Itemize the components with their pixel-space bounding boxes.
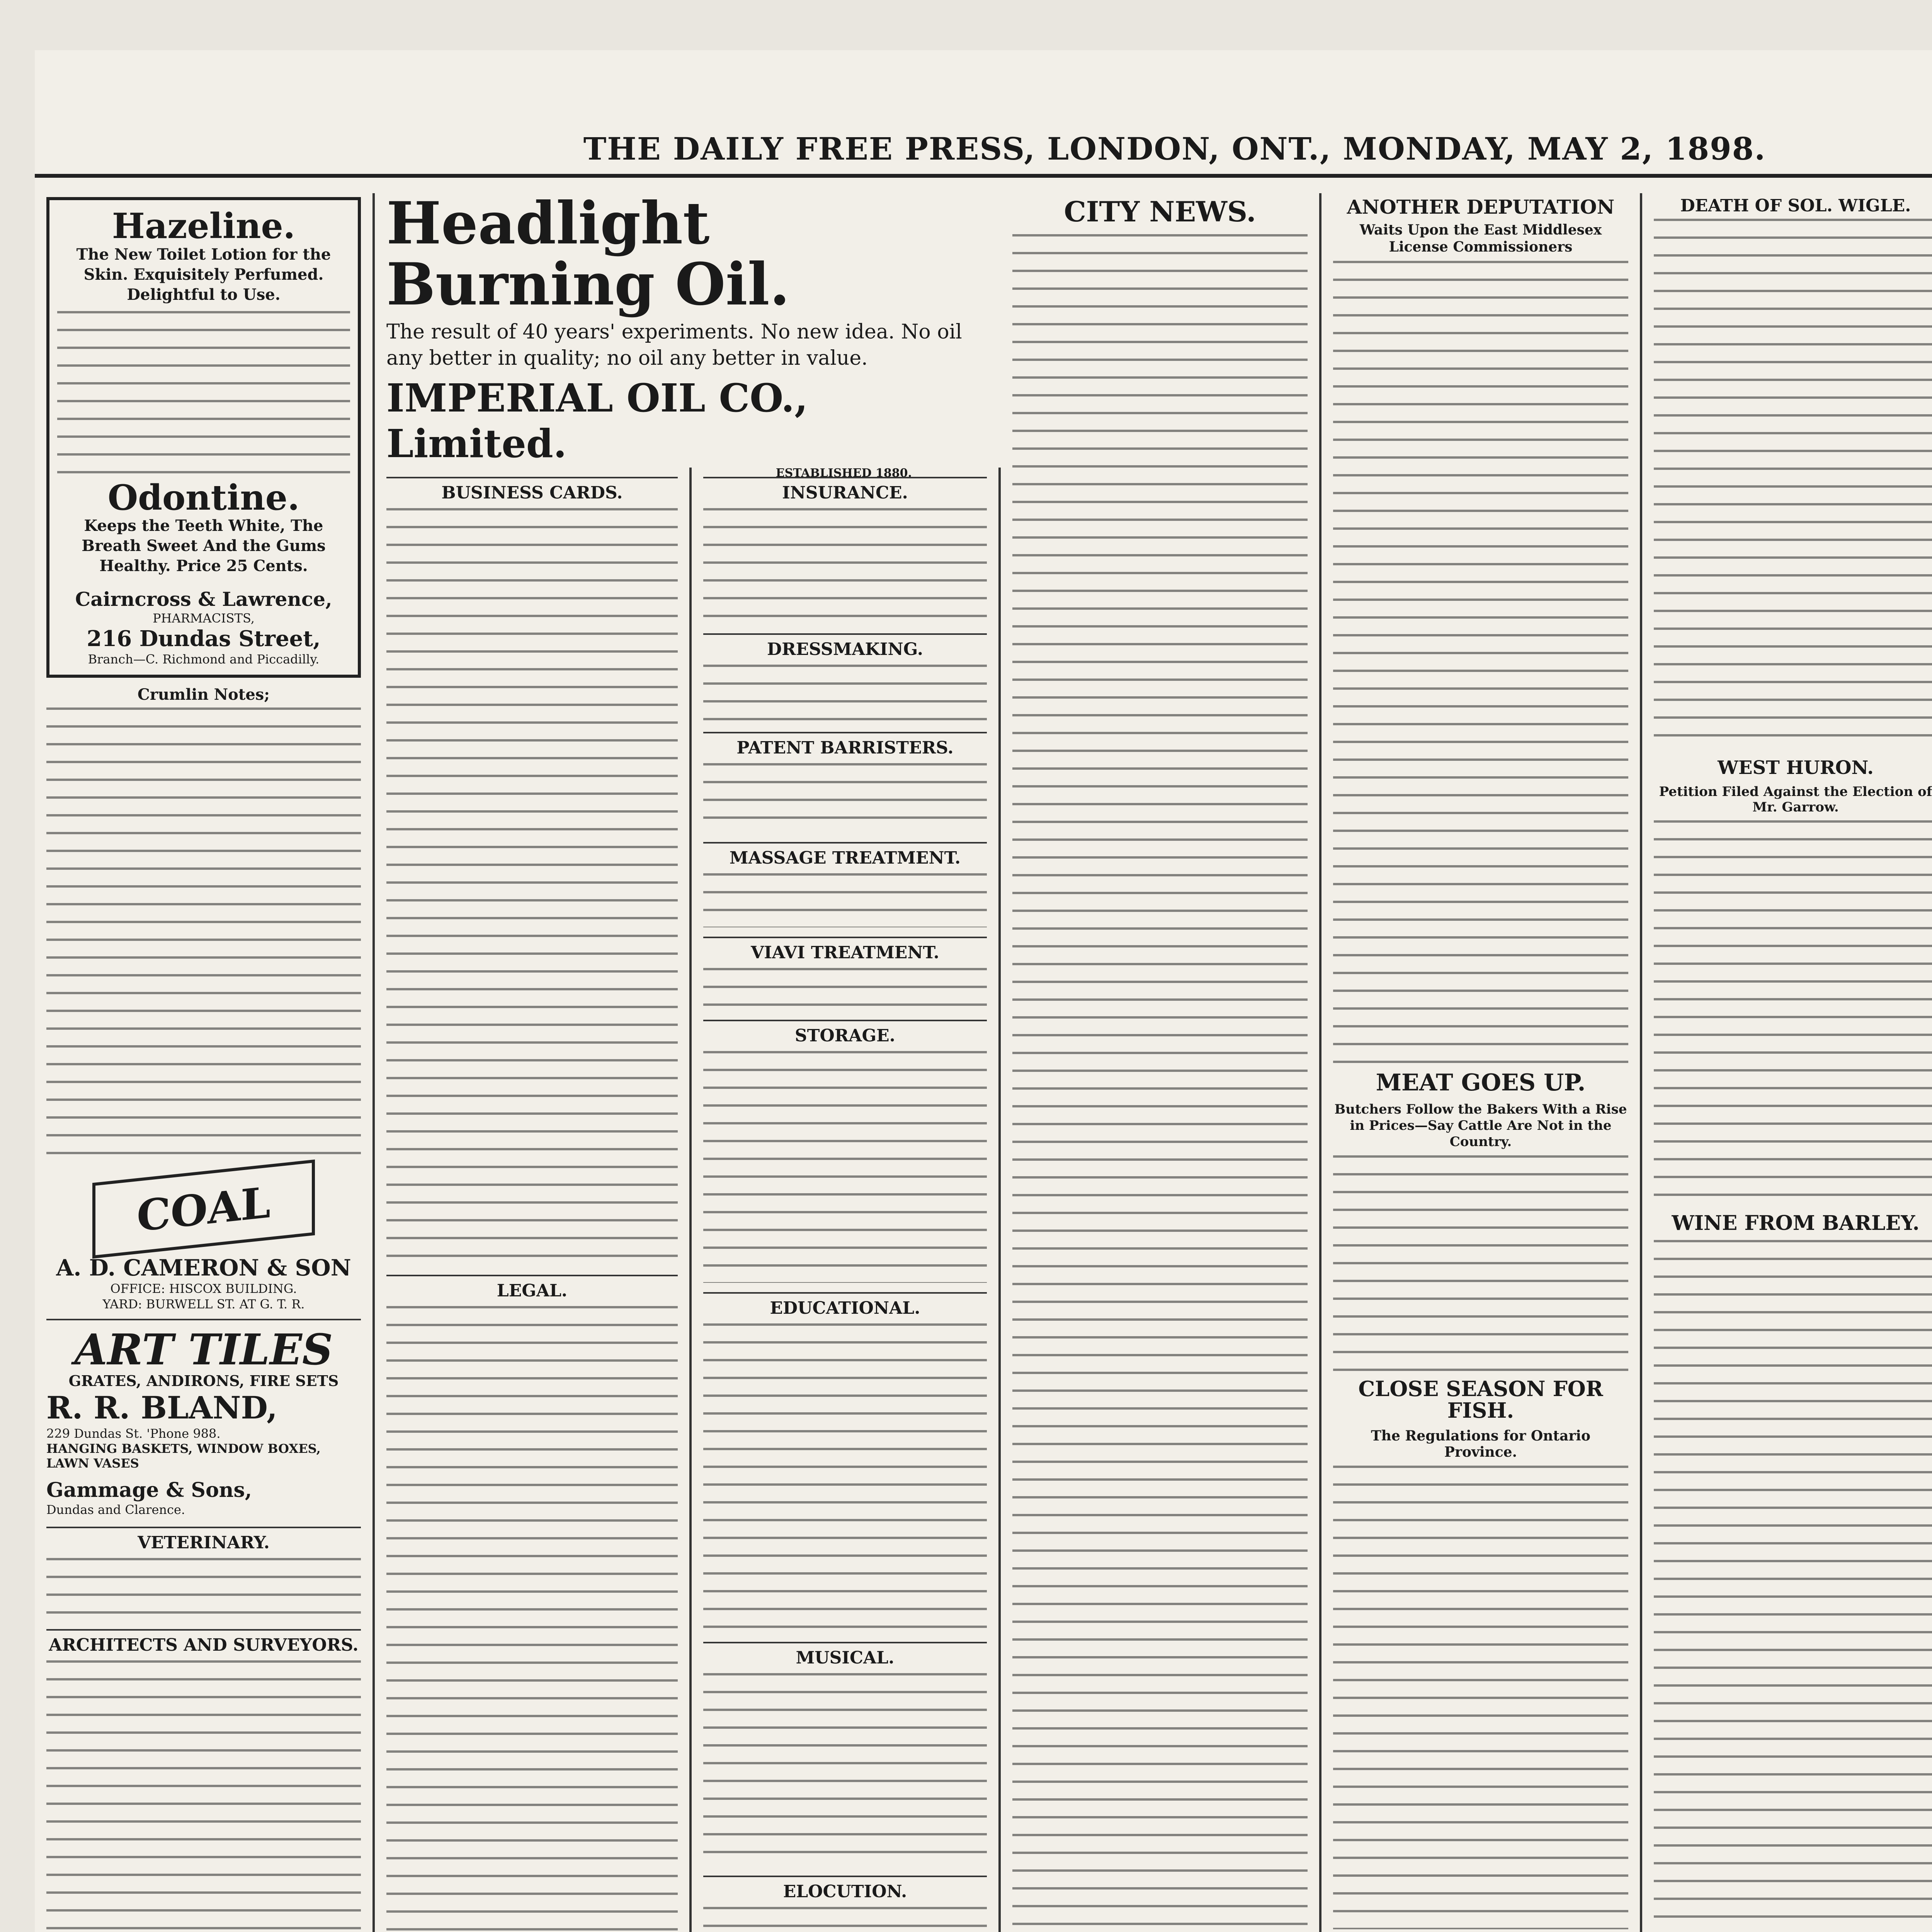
column-2b (692, 468, 1001, 1932)
hazeline-title: Hazeline. (112, 206, 296, 247)
odontine-sub: Keeps the Teeth White, The Breath Sweet And the Gums Healthy. Price 25 Cents. (82, 517, 326, 575)
masthead-title: THE DAILY FREE PRESS, LONDON, ONT., MONDAY, MAY 2, 1898. (583, 131, 1766, 167)
crumlin-heading: Crumlin Notes; (137, 685, 270, 704)
storage-heading: STORAGE. (703, 1020, 987, 1046)
art-tiles-sub: GRATES, ANDIRONS, FIRE SETS (68, 1372, 339, 1389)
deputation-heading: ANOTHER DEPUTATION (1347, 196, 1615, 218)
column-1 (35, 193, 375, 1932)
musical-heading: MUSICAL. (703, 1642, 987, 1668)
coal-firm: A. D. CAMERON & SON (56, 1255, 351, 1281)
druggist-address: 216 Dundas Street, (87, 626, 321, 651)
deputation-sub: Waits Upon the East Middlesex License Commissioners (1359, 221, 1602, 255)
druggist-branch: Branch—C. Richmond and Piccadilly. (88, 652, 320, 667)
wigle-heading: DEATH OF SOL. WIGLE. (1680, 196, 1911, 216)
hazeline-sub: The New Toilet Lotion for the Skin. Exquisitely Perfumed. Delightful to Use. (76, 245, 331, 304)
fish-sub: The Regulations for Ontario Province. (1371, 1427, 1590, 1460)
column-4 (1321, 193, 1642, 1932)
architects-heading: ARCHITECTS AND SURVEYORS. (46, 1629, 361, 1655)
column-3 (1001, 193, 1321, 1932)
educational-heading: EDUCATIONAL. (703, 1292, 987, 1318)
wine-heading: WINE FROM BARLEY. (1672, 1211, 1920, 1235)
patent-heading: PATENT BARRISTERS. (703, 732, 987, 758)
west-huron-sub: Petition Filed Against the Election of Mr. Garrow. (1659, 784, 1932, 815)
coal-office: OFFICE: HISCOX BUILDING. (110, 1281, 297, 1296)
newspaper-page (35, 50, 1932, 1932)
business-cards-heading: BUSINESS CARDS. (386, 477, 678, 503)
coal-sign: COAL (92, 1160, 315, 1259)
hazeline-ad (46, 197, 361, 678)
city-news-heading: CITY NEWS. (1064, 195, 1256, 228)
west-huron-heading: WEST HURON. (1717, 757, 1874, 779)
elocution-heading: ELOCUTION. (703, 1876, 987, 1901)
bland-line: HANGING BASKETS, WINDOW BOXES, LAWN VASES (46, 1441, 321, 1471)
headlight-title: Headlight Burning Oil. (386, 189, 790, 318)
odontine-title: Odontine. (107, 477, 300, 518)
meat-heading: MEAT GOES UP. (1376, 1069, 1586, 1096)
bland-address: 229 Dundas St. 'Phone 988. (46, 1426, 221, 1441)
druggist-role: PHARMACISTS, (153, 611, 255, 626)
insurance-heading: INSURANCE. (703, 477, 987, 503)
coal-yard: YARD: BURWELL ST. AT G. T. R. (102, 1297, 305, 1311)
column-2a (375, 468, 692, 1932)
gammage-address: Dundas and Clarence. (46, 1502, 185, 1517)
imperial-oil: IMPERIAL OIL CO., Limited. (386, 375, 808, 466)
dressmaking-heading: DRESSMAKING. (703, 633, 987, 659)
headlight-sub: The result of 40 years' experiments. No new idea. No oil any better in quality; no oil any better in value. (386, 320, 962, 370)
established: ESTABLISHED 1880. (776, 466, 912, 480)
veterinary-heading: VETERINARY. (46, 1527, 361, 1553)
legal-heading: LEGAL. (386, 1275, 678, 1301)
headlight-ad (375, 189, 1001, 480)
column-5 (1642, 193, 1932, 1932)
viavi-heading: VIAVI TREATMENT. (703, 937, 987, 963)
massage-heading: MASSAGE TREATMENT. (703, 842, 987, 868)
art-tiles-title: ART TILES (74, 1325, 333, 1374)
bland-name: R. R. BLAND, (46, 1389, 277, 1426)
gammage-name: Gammage & Sons, (46, 1478, 252, 1502)
druggist-name: Cairncross & Lawrence, (75, 588, 332, 611)
meat-sub: Butchers Follow the Bakers With a Rise in Prices—Say Cattle Are Not in the Country. (1334, 1101, 1627, 1150)
masthead (35, 128, 1932, 178)
fish-heading: CLOSE SEASON FOR FISH. (1358, 1376, 1603, 1423)
